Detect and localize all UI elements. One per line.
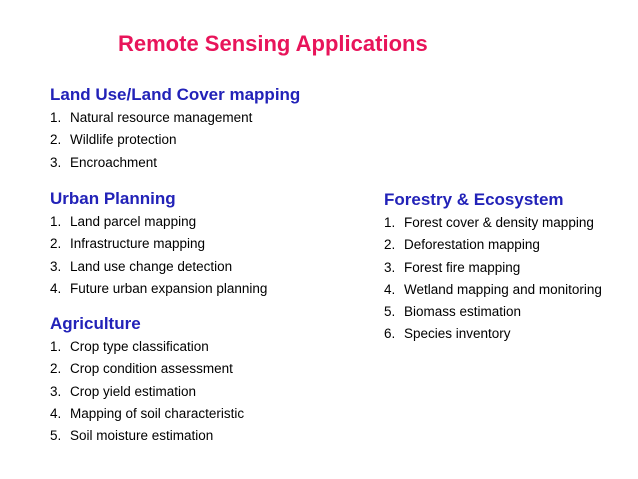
page-title: Remote Sensing Applications xyxy=(118,31,428,56)
section-heading: Agriculture xyxy=(50,314,141,333)
list-item: 2. Wildlife protection xyxy=(50,129,300,151)
list-item: 5. Soil moisture estimation xyxy=(50,425,244,447)
list-item: 6. Species inventory xyxy=(384,323,602,345)
list-item: 1. Natural resource management xyxy=(50,107,300,129)
list-item-text: Land use change detection xyxy=(70,258,233,274)
section-heading: Forestry & Ecosystem xyxy=(384,190,564,209)
list-item-text: Mapping of soil characteristic xyxy=(70,405,245,421)
list-item-text: Soil moisture estimation xyxy=(70,428,214,444)
list-item: 3. Forest fire mapping xyxy=(384,257,602,279)
list-item-text: Infrastructure mapping xyxy=(70,236,206,252)
list-item-text: Crop condition assessment xyxy=(70,361,233,377)
list-item: 1. Land parcel mapping xyxy=(50,211,267,233)
list-item-text: Wildlife protection xyxy=(70,132,177,148)
list-item: 4. Wetland mapping and monitoring xyxy=(384,279,602,301)
list-item-text: Deforestation mapping xyxy=(404,237,540,253)
list-item-text: Future urban expansion planning xyxy=(70,280,268,296)
section-heading: Urban Planning xyxy=(50,189,176,208)
section-urban-planning xyxy=(50,188,267,300)
item-list xyxy=(50,107,300,174)
list-item: 5. Biomass estimation xyxy=(384,301,602,323)
list-item-text: Encroachment xyxy=(70,154,158,170)
list-item: 1. Forest cover & density mapping xyxy=(384,212,602,234)
list-item: 2. Infrastructure mapping xyxy=(50,233,267,255)
section-heading: Land Use/Land Cover mapping xyxy=(50,85,301,104)
list-item: 4. Future urban expansion planning xyxy=(50,278,267,300)
list-item-text: Crop yield estimation xyxy=(70,383,197,399)
section-agriculture xyxy=(50,313,244,447)
list-item: 2. Deforestation mapping xyxy=(384,234,602,256)
list-item: 3. Encroachment xyxy=(50,152,300,174)
item-list xyxy=(50,211,267,300)
list-item: 3. Land use change detection xyxy=(50,256,267,278)
item-list xyxy=(50,336,244,447)
list-item-text: Forest fire mapping xyxy=(404,259,521,275)
list-item: 3. Crop yield estimation xyxy=(50,381,244,403)
list-item-text: Biomass estimation xyxy=(404,304,522,320)
section-land-use xyxy=(50,84,300,174)
list-item-text: Crop type classification xyxy=(70,339,209,354)
list-item: 2. Crop condition assessment xyxy=(50,358,244,380)
list-item-text: Species inventory xyxy=(404,326,511,342)
list-item: 4. Mapping of soil characteristic xyxy=(50,403,244,425)
list-item-text: Natural resource management xyxy=(70,110,253,125)
list-item-text: Land parcel mapping xyxy=(70,214,197,229)
list-item: 1. Crop type classification xyxy=(50,336,244,358)
item-list xyxy=(384,212,602,346)
section-forestry-ecosystem xyxy=(384,189,602,346)
list-item-text: Wetland mapping and monitoring xyxy=(404,281,602,297)
list-item-text: Forest cover & density mapping xyxy=(404,215,594,230)
